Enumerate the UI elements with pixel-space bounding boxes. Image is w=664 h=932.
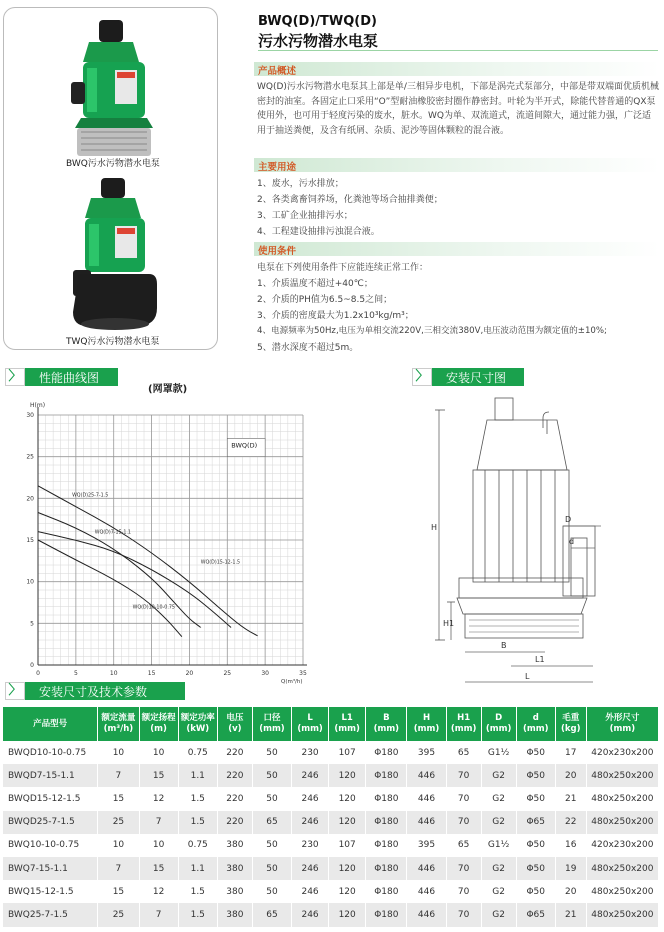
table-cell: G1½ <box>481 741 516 764</box>
model-cell: BWQD25-7-1.5 <box>3 811 98 834</box>
table-cell: 380 <box>217 903 252 926</box>
y-axis-label: H(m) <box>30 402 46 409</box>
table-cell: 7 <box>139 903 178 926</box>
table-cell: 1.5 <box>178 903 217 926</box>
table-cell: 50 <box>252 834 291 857</box>
table-header-cell: H1 (mm) <box>446 707 481 741</box>
table-header-cell: L1 (mm) <box>329 707 366 741</box>
table-cell: 395 <box>407 741 446 764</box>
x-tick-label: 10 <box>109 670 118 677</box>
table-cell: 446 <box>407 880 446 903</box>
table-cell: 50 <box>252 787 291 810</box>
usage-item: 3、工矿企业抽排污水； <box>257 211 353 221</box>
table-cell: 7 <box>139 811 178 834</box>
table-cell: Φ50 <box>516 787 555 810</box>
table-cell: 230 <box>292 741 329 764</box>
table-cell: Φ50 <box>516 880 555 903</box>
y-tick-label: 25 <box>26 453 34 461</box>
table-row <box>3 811 659 834</box>
table-cell: 120 <box>329 903 366 926</box>
table-header-cell: d (mm) <box>516 707 555 741</box>
model-cell: BWQ10-10-0.75 <box>3 834 98 857</box>
usage-item: 1、废水，污水排放； <box>257 179 344 189</box>
table-header-cell: 电压 (v) <box>217 707 252 741</box>
x-tick-label: 5 <box>73 670 78 677</box>
table-header-cell: D (mm) <box>481 707 516 741</box>
table-cell: 1.5 <box>178 880 217 903</box>
usage-item: 2、各类禽畜饲养场，化粪池等场合抽排粪便； <box>257 195 443 205</box>
table-header-cell: B (mm) <box>366 707 407 741</box>
table-cell: 246 <box>292 880 329 903</box>
table-cell: 230 <box>292 834 329 857</box>
table-cell: 10 <box>139 741 178 764</box>
table-cell: 220 <box>217 811 252 834</box>
usage-heading-bar <box>254 158 660 172</box>
section-arrow-icon: 〉 <box>412 368 432 386</box>
x-tick-label: 25 <box>223 670 232 677</box>
table-cell: 380 <box>217 880 252 903</box>
table-header-cell: 外形尺寸 (mm) <box>586 707 658 741</box>
table-cell: 1.5 <box>178 787 217 810</box>
table-cell: Φ180 <box>366 787 407 810</box>
table-cell: 7 <box>98 764 139 787</box>
table-cell: 65 <box>252 811 291 834</box>
table-cell: 70 <box>446 787 481 810</box>
condition-item: 1、介质温度不超过+40℃； <box>257 279 373 289</box>
drawing-label-L1: L1 <box>535 655 545 664</box>
series-line <box>38 540 182 637</box>
table-cell: 480x250x200 <box>586 903 658 926</box>
table-cell: 420x230x200 <box>586 741 658 764</box>
product-images-panel <box>3 7 218 350</box>
table-cell: 70 <box>446 811 481 834</box>
y-tick-label: 0 <box>30 662 34 669</box>
table-cell: 70 <box>446 903 481 926</box>
drawing-label-L: L <box>525 672 530 681</box>
table-cell: 65 <box>446 834 481 857</box>
section-arrow-icon: 〉 <box>5 368 25 386</box>
table-cell: 10 <box>139 834 178 857</box>
installation-drawing <box>425 390 605 690</box>
series-label: WQ(D)7-15-1.1 <box>94 530 131 536</box>
table-cell: G2 <box>481 811 516 834</box>
model-cell: BWQ25-7-1.5 <box>3 903 98 926</box>
table-cell: 220 <box>217 741 252 764</box>
table-cell: 380 <box>217 857 252 880</box>
table-row <box>3 903 659 926</box>
condition-item: 4、电源频率为50Hz,电压为单相交流220V,三相交流380V,电压波动范围为额定值的±10%; <box>257 326 607 336</box>
table-cell: 0.75 <box>178 834 217 857</box>
table-cell: 246 <box>292 764 329 787</box>
table-row <box>3 787 659 810</box>
table-cell: 50 <box>252 764 291 787</box>
table-header-row <box>3 707 659 741</box>
table-cell: 446 <box>407 903 446 926</box>
table-cell: 446 <box>407 811 446 834</box>
params-section-band <box>5 682 185 700</box>
table-cell: 22 <box>555 811 586 834</box>
table-cell: 1.5 <box>178 811 217 834</box>
table-cell: Φ180 <box>366 903 407 926</box>
drawing-label-H: H <box>431 523 438 532</box>
table-header-cell: 口径 (mm) <box>252 707 291 741</box>
table-cell: 10 <box>98 741 139 764</box>
table-cell: 480x250x200 <box>586 764 658 787</box>
x-tick-label: 20 <box>185 670 194 677</box>
bwq-pump-image <box>59 12 169 162</box>
table-row <box>3 741 659 764</box>
table-cell: 65 <box>252 903 291 926</box>
table-cell: 50 <box>252 880 291 903</box>
conditions-heading: 使用条件 <box>258 246 297 257</box>
table-cell: 15 <box>139 764 178 787</box>
y-tick-label: 5 <box>30 620 34 628</box>
table-header-cell: 额定流量 (m³/h) <box>98 707 139 741</box>
table-cell: G1½ <box>481 834 516 857</box>
drawing-label-d: d <box>569 537 575 546</box>
table-cell: 21 <box>555 787 586 810</box>
table-cell: 380 <box>217 834 252 857</box>
condition-item: 2、介质的PH值为6.5~8.5之间； <box>257 295 393 305</box>
conditions-heading-bar <box>254 242 660 256</box>
table-cell: 12 <box>139 787 178 810</box>
table-cell: G2 <box>481 857 516 880</box>
table-header-cell: 毛重 (kg) <box>555 707 586 741</box>
table-cell: 446 <box>407 787 446 810</box>
table-cell: 25 <box>98 903 139 926</box>
table-cell: 420x230x200 <box>586 834 658 857</box>
table-cell: Φ180 <box>366 880 407 903</box>
table-cell: 446 <box>407 857 446 880</box>
conditions-intro: 电泵在下列使用条件下应能连续正常工作： <box>257 263 429 273</box>
table-cell: 480x250x200 <box>586 880 658 903</box>
table-cell: 16 <box>555 834 586 857</box>
series-label: WQ(D)15-12-1.5 <box>200 560 241 566</box>
table-cell: 50 <box>252 857 291 880</box>
usage-item: 4、工程建设抽排污浊混合液。 <box>257 227 380 237</box>
table-cell: 120 <box>329 787 366 810</box>
table-cell: 220 <box>217 764 252 787</box>
series-label: WQ(D)25-7-1.5 <box>72 493 109 499</box>
y-tick-label: 30 <box>26 412 34 419</box>
y-tick-label: 15 <box>26 537 34 544</box>
table-cell: 65 <box>446 741 481 764</box>
table-cell: 10 <box>98 834 139 857</box>
table-cell: 246 <box>292 811 329 834</box>
install-section-band <box>412 368 524 386</box>
curve-section-band <box>5 368 118 386</box>
model-cell: BWQD7-15-1.1 <box>3 764 98 787</box>
condition-item: 5、潜水深度不超过5m。 <box>257 343 359 353</box>
table-cell: G2 <box>481 880 516 903</box>
model-cell: BWQ15-12-1.5 <box>3 880 98 903</box>
table-cell: 246 <box>292 903 329 926</box>
table-cell: 107 <box>329 741 366 764</box>
title-cn: 污水污物潜水电泵 <box>258 32 379 50</box>
table-cell: 120 <box>329 764 366 787</box>
section-arrow-icon: 〉 <box>5 682 25 700</box>
model-cell: BWQ7-15-1.1 <box>3 857 98 880</box>
table-cell: G2 <box>481 764 516 787</box>
drawing-label-H1: H1 <box>443 619 455 628</box>
chart-title: BWQ(D) <box>231 441 258 450</box>
title-en: BWQ(D)/TWQ(D) <box>258 14 377 29</box>
table-cell: Φ50 <box>516 741 555 764</box>
chart-subtitle: (网罩款) <box>148 384 188 395</box>
table-cell: 21 <box>555 903 586 926</box>
curve-section-title: 性能曲线图 <box>39 371 100 385</box>
table-cell: 1.1 <box>178 857 217 880</box>
table-cell: 20 <box>555 880 586 903</box>
table-cell: 15 <box>98 787 139 810</box>
overview-heading: 产品概述 <box>258 66 297 77</box>
table-cell: 246 <box>292 787 329 810</box>
table-cell: Φ50 <box>516 834 555 857</box>
performance-chart <box>10 395 310 685</box>
table-cell: 220 <box>217 787 252 810</box>
table-row <box>3 880 659 903</box>
table-cell: 70 <box>446 880 481 903</box>
table-row <box>3 834 659 857</box>
series-label: WQ(D)10-10-0.75 <box>132 605 175 611</box>
table-cell: 480x250x200 <box>586 811 658 834</box>
table-cell: 1.1 <box>178 764 217 787</box>
table-header-cell: 额定功率 (kW) <box>178 707 217 741</box>
model-cell: BWQD15-12-1.5 <box>3 787 98 810</box>
table-cell: G2 <box>481 903 516 926</box>
drawing-label-D: D <box>565 515 572 524</box>
table-cell: 12 <box>139 880 178 903</box>
twq-caption: TWQ污水污物潜水电泵 <box>66 337 160 347</box>
table-cell: 0.75 <box>178 741 217 764</box>
table-cell: 480x250x200 <box>586 787 658 810</box>
table-header-cell: L (mm) <box>292 707 329 741</box>
table-cell: 50 <box>252 741 291 764</box>
x-tick-label: 0 <box>36 670 40 677</box>
table-cell: Φ180 <box>366 857 407 880</box>
table-cell: 120 <box>329 880 366 903</box>
table-cell: 20 <box>555 764 586 787</box>
overview-heading-bar <box>254 62 660 76</box>
table-cell: Φ180 <box>366 811 407 834</box>
table-cell: 19 <box>555 857 586 880</box>
condition-item: 3、介质的密度最大为1.2x10³kg/m³； <box>257 311 414 321</box>
table-cell: 446 <box>407 764 446 787</box>
table-cell: 70 <box>446 764 481 787</box>
table-cell: Φ180 <box>366 764 407 787</box>
table-header-cell: H (mm) <box>407 707 446 741</box>
table-cell: 395 <box>407 834 446 857</box>
table-cell: 120 <box>329 811 366 834</box>
table-cell: 17 <box>555 741 586 764</box>
table-cell: G2 <box>481 787 516 810</box>
table-cell: 246 <box>292 857 329 880</box>
x-tick-label: 30 <box>261 670 269 677</box>
install-section-title: 安装尺寸图 <box>446 371 507 385</box>
table-cell: Φ50 <box>516 764 555 787</box>
x-tick-label: 15 <box>147 670 156 677</box>
spec-table <box>3 707 659 927</box>
table-cell: Φ180 <box>366 741 407 764</box>
table-cell: 15 <box>98 880 139 903</box>
table-cell: 107 <box>329 834 366 857</box>
table-body <box>3 741 659 927</box>
table-cell: Φ180 <box>366 834 407 857</box>
usage-heading: 主要用途 <box>258 162 297 173</box>
table-cell: 480x250x200 <box>586 857 658 880</box>
table-cell: Φ50 <box>516 857 555 880</box>
y-tick-label: 20 <box>26 495 34 503</box>
twq-pump-image <box>59 174 169 334</box>
table-cell: 15 <box>139 857 178 880</box>
series-line <box>38 532 231 628</box>
table-cell: 25 <box>98 811 139 834</box>
table-row <box>3 764 659 787</box>
table-row <box>3 857 659 880</box>
table-cell: Φ65 <box>516 903 555 926</box>
drawing-label-B: B <box>501 641 507 650</box>
y-tick-label: 10 <box>26 578 34 586</box>
overview-text: WQ(D)污水污物潜水电泵其上部是单/三相异步电机，下部是涡壳式泵部分，中部是带双端面优质机械密封的油室。各固定止口采用“O”型耐油橡胶密封圈作静密封。叶轮为半开式，除能代替普通的QX泵使用外，也可用于轻度污染的废水，脏水。WQ为单、双流道式，流道间隙大，通过能力强，广泛适用于抽送粪便，及含有纸屑、杂质、泥沙等固体颗粒的混合液。 <box>257 82 659 136</box>
table-cell: 70 <box>446 857 481 880</box>
table-cell: 120 <box>329 857 366 880</box>
table-header-cell: 产品型号 <box>3 707 98 741</box>
model-cell: BWQD10-10-0.75 <box>3 741 98 764</box>
x-axis-label: Q(m³/h) <box>281 679 303 685</box>
params-section-title: 安装尺寸及技术参数 <box>39 685 148 699</box>
table-cell: Φ65 <box>516 811 555 834</box>
table-header-cell: 额定扬程 (m) <box>139 707 178 741</box>
bwq-caption: BWQ污水污物潜水电泵 <box>66 159 160 169</box>
x-tick-label: 35 <box>299 670 307 677</box>
table-cell: 7 <box>98 857 139 880</box>
title-rule <box>258 50 658 51</box>
